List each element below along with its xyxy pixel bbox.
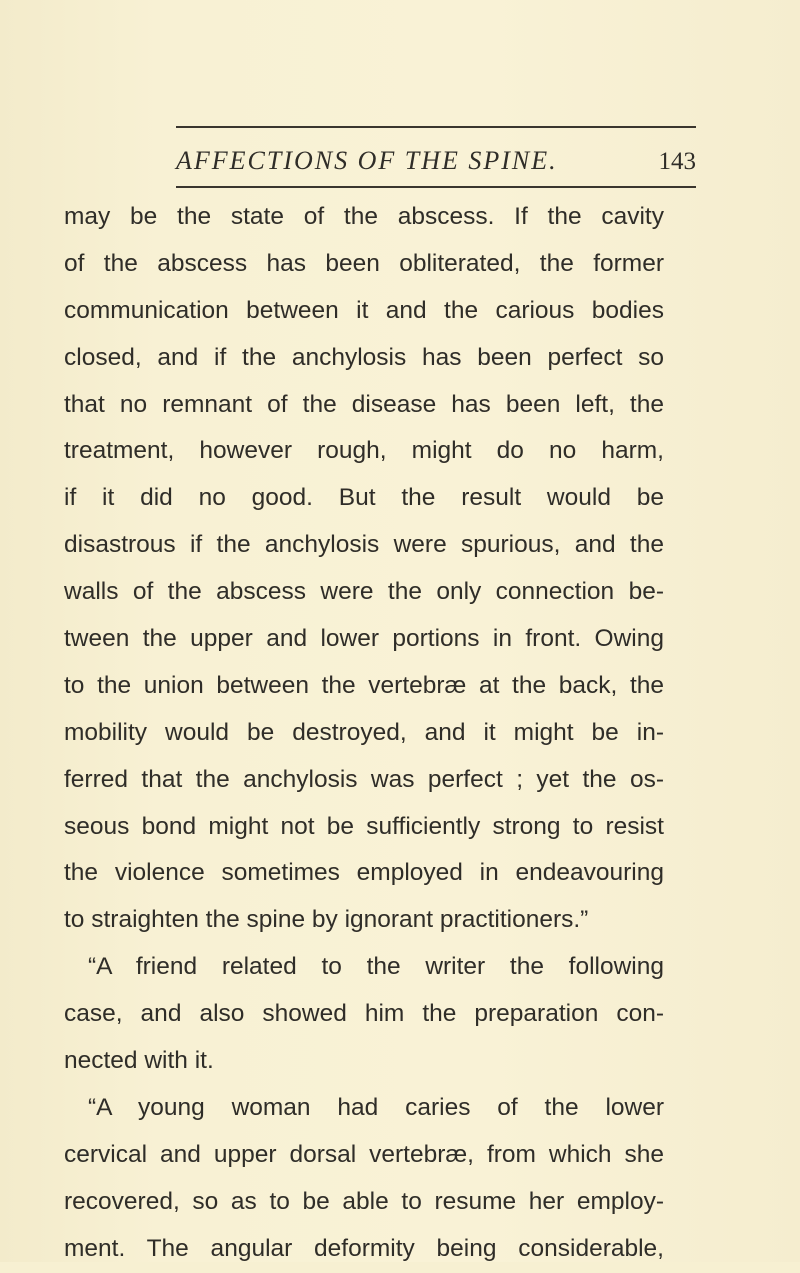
running-title: AFFECTIONS OF THE SPINE.: [176, 146, 558, 175]
text-line: if it did no good. But the result would be: [64, 484, 664, 512]
text-line: that no remnant of the disease has been left, the: [64, 390, 664, 418]
text-line: closed, and if the anchylosis has been perfect so: [64, 343, 664, 371]
text-line: to the union between the vertebræ at the back, the: [64, 671, 664, 699]
body-text: [64, 194, 664, 1272]
text-line: the violence sometimes employed in endeavouring: [64, 859, 664, 887]
running-head: [176, 146, 696, 186]
text-line: seous bond might not be sufficiently strong to resist: [64, 812, 664, 840]
text-line: disastrous if the anchylosis were spurious, and the: [64, 531, 664, 559]
text-line: recovered, so as to be able to resume her employ-: [64, 1187, 664, 1215]
text-line: of the abscess has been obliterated, the former: [64, 249, 664, 277]
text-line: “A friend related to the writer the following: [88, 953, 664, 981]
text-line: case, and also showed him the preparation con-: [64, 1000, 664, 1028]
header-rule-bottom: [176, 186, 696, 188]
text-line: walls of the abscess were the only connection be-: [64, 578, 664, 606]
text-line: ment. The angular deformity being considerable,: [64, 1234, 664, 1262]
page-number: 143: [658, 148, 696, 175]
text-line: cervical and upper dorsal vertebræ, from which she: [64, 1140, 664, 1168]
text-line: “A young woman had caries of the lower: [88, 1093, 664, 1121]
text-line: tween the upper and lower portions in front. Owing: [64, 625, 664, 653]
text-line: communication between it and the carious bodies: [64, 296, 664, 324]
text-line: mobility would be destroyed, and it might be in-: [64, 718, 664, 746]
header-rule-top: [176, 126, 696, 128]
text-line: to straighten the spine by ignorant practitioners.”: [64, 906, 589, 934]
text-line: ferred that the anchylosis was perfect ; yet the os-: [64, 765, 664, 793]
text-line: nected with it.: [64, 1047, 214, 1075]
text-line: may be the state of the abscess. If the cavity: [64, 203, 664, 230]
text-line: treatment, however rough, might do no harm,: [64, 437, 664, 465]
